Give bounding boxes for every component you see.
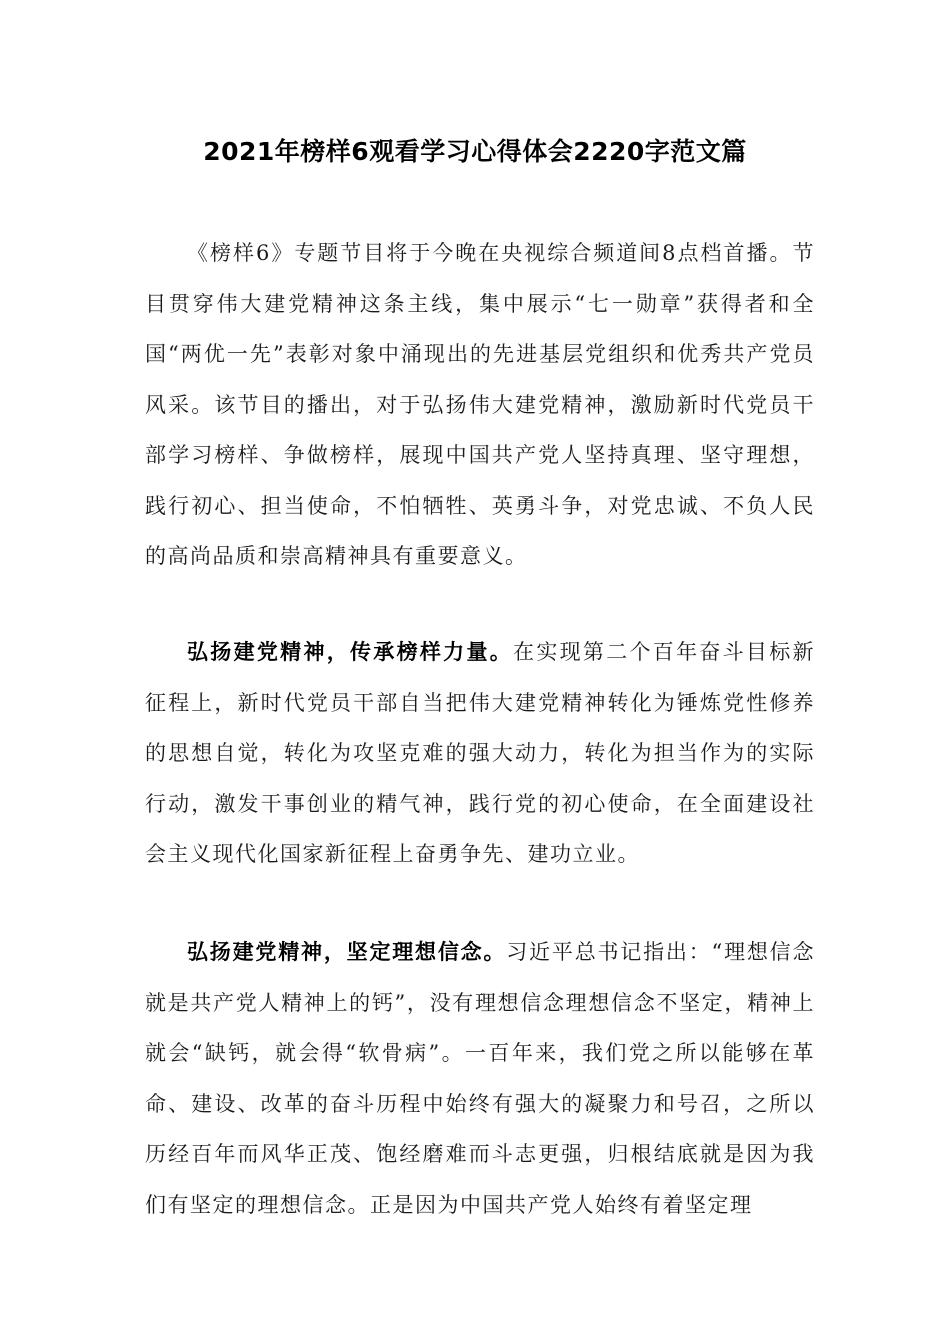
- document-title: 2021年榜样6观看学习心得体会2220字范文篇: [203, 137, 747, 166]
- paragraph-text: 《榜样6》专题节目将于今晚在央视综合频道间8点档首播。节目贯穿伟大建党精神这条主线，集中展示“七一勋章”获得者和全国“两优一先”表彰对象中涌现出的先进基层党组织和优秀共产党员风采。该节目的播出，对于弘扬伟大建党精神，激励新时代党员干部学习榜样、争做榜样，展现中国共产党人坚持真理、坚守理想，践行初心、担当使命，不怕牺牲、英勇斗争，对党忠诚、不负人民的高尚品质和崇高精神具有重要意义。: [145, 241, 815, 568]
- paragraph-section-1: [145, 627, 815, 880]
- paragraph-text: 习近平总书记指出：“理想信念就是共产党人精神上的钙”，没有理想信念理想信念不坚定，精神上就会“缺钙，就会得“软骨病”。一百年来，我们党之所以能够在革命、建设、改革的奋斗历程中始终有强大的凝聚力和号召，之所以历经百年而风华正茂、饱经磨难而斗志更强，归根结底就是因为我们有坚定的理想信念。正是因为中国共产党人始终有着坚定理: [145, 940, 815, 1217]
- paragraph-intro: [145, 228, 815, 582]
- paragraph-section-2: [145, 927, 815, 1230]
- paragraph-text: 在实现第二个百年奋斗目标新征程上，新时代党员干部自当把伟大建党精神转化为锤炼党性修养的思想自觉，转化为攻坚克难的强大动力，转化为担当作为的实际行动，激发干事创业的精气神，践行党的初心使命，在全面建设社会主义现代化国家新征程上奋勇争先、建功立业。: [145, 640, 816, 866]
- paragraph-heading: 弘扬建党精神，传承榜样力量。: [187, 640, 514, 664]
- paragraph-heading: 弘扬建党精神，坚定理想信念。: [187, 940, 507, 964]
